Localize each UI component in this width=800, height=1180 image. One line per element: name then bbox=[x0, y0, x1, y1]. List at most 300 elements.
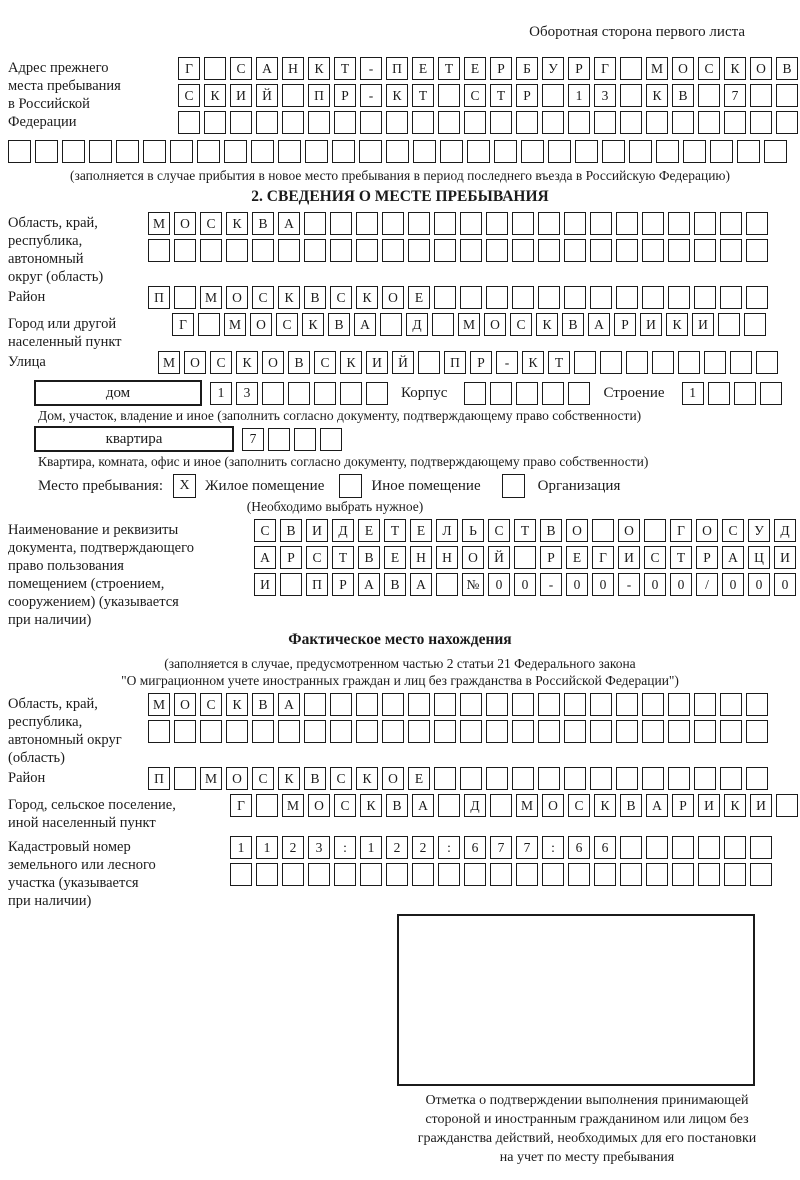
char-box: Т bbox=[490, 84, 512, 107]
char-box bbox=[744, 313, 766, 336]
char-box bbox=[490, 863, 512, 886]
char-box: П bbox=[306, 573, 328, 596]
char-box bbox=[694, 286, 716, 309]
char-box bbox=[683, 140, 706, 163]
char-box: В bbox=[304, 286, 326, 309]
char-box bbox=[304, 693, 326, 716]
char-box bbox=[35, 140, 58, 163]
char-box bbox=[724, 863, 746, 886]
char-box: Е bbox=[384, 546, 406, 569]
char-box bbox=[642, 239, 664, 262]
char-box bbox=[413, 140, 436, 163]
prev-address-row-1 bbox=[178, 57, 800, 80]
char-box bbox=[564, 286, 586, 309]
char-box: Е bbox=[358, 519, 380, 542]
char-box: Н bbox=[282, 57, 304, 80]
char-box: В bbox=[386, 794, 408, 817]
char-box: 6 bbox=[464, 836, 486, 859]
cadastral-grids bbox=[230, 836, 776, 890]
char-box: - bbox=[618, 573, 640, 596]
label-line: места пребывания bbox=[8, 78, 121, 94]
char-box bbox=[512, 212, 534, 235]
char-box bbox=[408, 720, 430, 743]
char-box: К bbox=[536, 313, 558, 336]
char-box bbox=[434, 212, 456, 235]
char-box bbox=[746, 720, 768, 743]
char-box bbox=[720, 286, 742, 309]
char-box: Г bbox=[230, 794, 252, 817]
char-box: В bbox=[328, 313, 350, 336]
char-box: 3 bbox=[236, 382, 258, 405]
region-label bbox=[8, 212, 148, 286]
char-box bbox=[620, 111, 642, 134]
char-box bbox=[756, 351, 778, 374]
apartment-type-box: квартира bbox=[34, 426, 234, 452]
char-box: Н bbox=[410, 546, 432, 569]
char-box bbox=[386, 863, 408, 886]
char-box bbox=[548, 140, 571, 163]
char-box bbox=[538, 720, 560, 743]
char-box bbox=[252, 720, 274, 743]
char-box bbox=[564, 212, 586, 235]
char-box bbox=[720, 212, 742, 235]
char-box: К bbox=[226, 212, 248, 235]
char-box: Т bbox=[332, 546, 354, 569]
char-box: - bbox=[540, 573, 562, 596]
apartment-row bbox=[34, 426, 800, 452]
char-box: Й bbox=[488, 546, 510, 569]
char-box: Т bbox=[412, 84, 434, 107]
char-box: В bbox=[358, 546, 380, 569]
char-box bbox=[594, 863, 616, 886]
char-box bbox=[8, 140, 31, 163]
header-note: Оборотная сторона первого листа bbox=[529, 24, 745, 40]
char-box: В bbox=[280, 519, 302, 542]
char-box bbox=[490, 382, 512, 405]
char-box bbox=[724, 836, 746, 859]
char-box: 7 bbox=[516, 836, 538, 859]
char-box: 0 bbox=[670, 573, 692, 596]
organization-option-label: Организация bbox=[537, 477, 621, 494]
char-box bbox=[629, 140, 652, 163]
char-box bbox=[694, 239, 716, 262]
char-box bbox=[178, 111, 200, 134]
caption-line: гражданства действий, необходимых для его постановки bbox=[417, 1131, 757, 1146]
char-box: Й bbox=[392, 351, 414, 374]
char-box: А bbox=[588, 313, 610, 336]
region-grids bbox=[148, 212, 772, 266]
stay-place-row bbox=[38, 474, 800, 498]
char-box bbox=[602, 140, 625, 163]
char-box bbox=[360, 111, 382, 134]
char-box: И bbox=[692, 313, 714, 336]
char-box: Г bbox=[592, 546, 614, 569]
char-box: К bbox=[356, 767, 378, 790]
char-box: А bbox=[358, 573, 380, 596]
char-box bbox=[412, 863, 434, 886]
char-box bbox=[486, 767, 508, 790]
char-box bbox=[308, 863, 330, 886]
char-box bbox=[174, 720, 196, 743]
char-box: 1 bbox=[568, 84, 590, 107]
label-line: (область) bbox=[8, 750, 65, 766]
char-box bbox=[694, 212, 716, 235]
char-box bbox=[516, 863, 538, 886]
char-box: К bbox=[666, 313, 688, 336]
actual-region-row-2 bbox=[148, 720, 772, 743]
char-box bbox=[256, 794, 278, 817]
actual-location-title: Фактическое место нахождения bbox=[288, 631, 512, 648]
actual-region-row-1 bbox=[148, 693, 772, 716]
char-box bbox=[148, 239, 170, 262]
char-box bbox=[616, 767, 638, 790]
char-box bbox=[672, 863, 694, 886]
char-box: О bbox=[308, 794, 330, 817]
document-grids bbox=[254, 519, 800, 600]
char-box bbox=[642, 720, 664, 743]
char-box: М bbox=[158, 351, 180, 374]
char-box: С bbox=[306, 546, 328, 569]
char-box bbox=[708, 382, 730, 405]
char-box bbox=[386, 140, 409, 163]
char-box bbox=[464, 382, 486, 405]
char-box: Е bbox=[464, 57, 486, 80]
char-box bbox=[486, 212, 508, 235]
char-box: П bbox=[148, 767, 170, 790]
char-box bbox=[512, 286, 534, 309]
char-box: С bbox=[254, 519, 276, 542]
char-box: И bbox=[640, 313, 662, 336]
char-box: К bbox=[204, 84, 226, 107]
char-box bbox=[538, 212, 560, 235]
char-box bbox=[356, 212, 378, 235]
house-number-row bbox=[210, 382, 392, 405]
char-box bbox=[174, 767, 196, 790]
char-box: Р bbox=[334, 84, 356, 107]
char-box bbox=[616, 720, 638, 743]
char-box bbox=[490, 111, 512, 134]
char-box: Р bbox=[672, 794, 694, 817]
char-box bbox=[408, 212, 430, 235]
korpus-row bbox=[464, 382, 594, 405]
label-line: помещением (строением, bbox=[8, 576, 165, 592]
char-box bbox=[590, 286, 612, 309]
char-box: М bbox=[516, 794, 538, 817]
char-box: Д bbox=[464, 794, 486, 817]
char-box: 6 bbox=[568, 836, 590, 859]
char-box bbox=[720, 767, 742, 790]
street-row bbox=[158, 351, 782, 374]
char-box bbox=[704, 351, 726, 374]
char-box bbox=[652, 351, 674, 374]
char-box: М bbox=[282, 794, 304, 817]
char-box bbox=[564, 767, 586, 790]
char-box: А bbox=[354, 313, 376, 336]
char-box bbox=[308, 111, 330, 134]
char-box: И bbox=[774, 546, 796, 569]
char-box bbox=[460, 239, 482, 262]
label-line: Кадастровый номер bbox=[8, 839, 131, 855]
label-line: в Российской bbox=[8, 96, 90, 112]
char-box: К bbox=[226, 693, 248, 716]
section2-title: 2. СВЕДЕНИЯ О МЕСТЕ ПРЕБЫВАНИЯ bbox=[251, 188, 549, 205]
char-box: Е bbox=[408, 767, 430, 790]
char-box: С bbox=[178, 84, 200, 107]
char-box: А bbox=[412, 794, 434, 817]
char-box: 6 bbox=[594, 836, 616, 859]
char-box bbox=[642, 212, 664, 235]
label-line: Область, край, bbox=[8, 696, 98, 712]
char-box bbox=[434, 286, 456, 309]
char-box bbox=[542, 863, 564, 886]
char-box bbox=[646, 836, 668, 859]
char-box: В bbox=[304, 767, 326, 790]
char-box: О bbox=[484, 313, 506, 336]
char-box bbox=[642, 286, 664, 309]
char-box bbox=[678, 351, 700, 374]
char-box: Г bbox=[670, 519, 692, 542]
korpus-label: Корпус bbox=[401, 384, 448, 401]
stay-place-label: Место пребывания: bbox=[38, 477, 163, 494]
char-box bbox=[334, 863, 356, 886]
char-box: 2 bbox=[282, 836, 304, 859]
char-box bbox=[672, 111, 694, 134]
char-box bbox=[356, 693, 378, 716]
prev-address-row-2 bbox=[178, 84, 800, 107]
char-box: И bbox=[618, 546, 640, 569]
prev-address-block bbox=[8, 57, 800, 138]
apartment-number-row bbox=[242, 428, 346, 451]
char-box bbox=[694, 767, 716, 790]
stamp-box bbox=[397, 914, 755, 1086]
char-box bbox=[356, 720, 378, 743]
char-box bbox=[668, 212, 690, 235]
char-box bbox=[304, 212, 326, 235]
char-box: Ц bbox=[748, 546, 770, 569]
char-box bbox=[698, 836, 720, 859]
char-box: А bbox=[254, 546, 276, 569]
actual-district-label: Район bbox=[8, 770, 46, 786]
char-box bbox=[776, 84, 798, 107]
char-box: И bbox=[254, 573, 276, 596]
char-box bbox=[750, 84, 772, 107]
char-box bbox=[280, 573, 302, 596]
char-box: 0 bbox=[488, 573, 510, 596]
char-box: Г bbox=[178, 57, 200, 80]
prev-address-label bbox=[8, 57, 178, 131]
char-box: 3 bbox=[594, 84, 616, 107]
char-box bbox=[490, 794, 512, 817]
char-box: - bbox=[360, 84, 382, 107]
char-box bbox=[204, 57, 226, 80]
char-box bbox=[486, 720, 508, 743]
caption-line: стороной и иностранным гражданином или лицом без bbox=[425, 1112, 749, 1127]
char-box bbox=[330, 212, 352, 235]
char-box: С bbox=[200, 212, 222, 235]
char-box: М bbox=[458, 313, 480, 336]
char-box: Р bbox=[614, 313, 636, 336]
char-box: С bbox=[330, 767, 352, 790]
char-box: 1 bbox=[682, 382, 704, 405]
char-box bbox=[746, 693, 768, 716]
char-box: В bbox=[540, 519, 562, 542]
char-box: В bbox=[252, 212, 274, 235]
char-box: К bbox=[356, 286, 378, 309]
char-box bbox=[278, 140, 301, 163]
char-box: О bbox=[382, 767, 404, 790]
char-box bbox=[440, 140, 463, 163]
char-box bbox=[776, 111, 798, 134]
district-row bbox=[148, 286, 772, 309]
char-box bbox=[750, 863, 772, 886]
char-box bbox=[568, 382, 590, 405]
char-box: П bbox=[148, 286, 170, 309]
char-box bbox=[486, 693, 508, 716]
char-box bbox=[521, 140, 544, 163]
house-row bbox=[34, 380, 800, 406]
char-box: П bbox=[444, 351, 466, 374]
char-box bbox=[282, 111, 304, 134]
char-box: : bbox=[438, 836, 460, 859]
char-box bbox=[170, 140, 193, 163]
char-box: 7 bbox=[724, 84, 746, 107]
district-block bbox=[8, 286, 800, 313]
char-box: О bbox=[184, 351, 206, 374]
char-box bbox=[460, 693, 482, 716]
char-box: : bbox=[542, 836, 564, 859]
char-box bbox=[197, 140, 220, 163]
char-box bbox=[720, 239, 742, 262]
char-box: М bbox=[200, 286, 222, 309]
char-box: И bbox=[230, 84, 252, 107]
char-box: О bbox=[696, 519, 718, 542]
char-box bbox=[460, 286, 482, 309]
label-line: автономный bbox=[8, 251, 84, 267]
char-box: 1 bbox=[256, 836, 278, 859]
char-box: 3 bbox=[308, 836, 330, 859]
char-box bbox=[734, 382, 756, 405]
char-box bbox=[672, 836, 694, 859]
char-box bbox=[620, 836, 642, 859]
char-box: К bbox=[308, 57, 330, 80]
caption-line: Отметка о подтверждении выполнения принимающей bbox=[425, 1093, 749, 1108]
char-box: 1 bbox=[360, 836, 382, 859]
char-box bbox=[320, 428, 342, 451]
char-box bbox=[332, 140, 355, 163]
char-box bbox=[516, 111, 538, 134]
char-box bbox=[698, 863, 720, 886]
label-line: Федерации bbox=[8, 114, 77, 130]
label-line: республика, bbox=[8, 233, 83, 249]
char-box: В bbox=[384, 573, 406, 596]
char-box bbox=[616, 693, 638, 716]
region-block bbox=[8, 212, 800, 286]
char-box bbox=[668, 286, 690, 309]
document-block bbox=[8, 519, 800, 629]
char-box bbox=[760, 382, 782, 405]
char-box: Т bbox=[384, 519, 406, 542]
char-box: Е bbox=[412, 57, 434, 80]
char-box bbox=[542, 84, 564, 107]
char-box: С bbox=[252, 767, 274, 790]
char-box bbox=[148, 720, 170, 743]
char-box bbox=[538, 767, 560, 790]
char-box bbox=[412, 111, 434, 134]
char-box bbox=[746, 239, 768, 262]
city-block bbox=[8, 313, 800, 351]
char-box: О bbox=[382, 286, 404, 309]
char-box bbox=[174, 239, 196, 262]
char-box bbox=[116, 140, 139, 163]
char-box: А bbox=[278, 212, 300, 235]
prev-address-grids bbox=[178, 57, 800, 138]
document-label bbox=[8, 519, 254, 629]
char-box bbox=[282, 84, 304, 107]
prev-address-note: (заполняется в случае прибытия в новое место пребывания в период последнего въезда в Российскую Федерацию) bbox=[69, 168, 731, 183]
stroenie-row bbox=[682, 382, 786, 405]
actual-location-note-2: "О миграционном учете иностранных граждан и лиц без гражданства в Российской Федерации") bbox=[121, 673, 679, 688]
char-box bbox=[360, 863, 382, 886]
char-box bbox=[592, 519, 614, 542]
char-box bbox=[746, 212, 768, 235]
char-box: М bbox=[646, 57, 668, 80]
char-box: Й bbox=[256, 84, 278, 107]
cadastral-row-2 bbox=[230, 863, 776, 886]
char-box bbox=[642, 767, 664, 790]
label-line: Область, край, bbox=[8, 215, 98, 231]
char-box: К bbox=[302, 313, 324, 336]
char-box bbox=[460, 212, 482, 235]
actual-city-block bbox=[8, 794, 800, 832]
char-box: О bbox=[566, 519, 588, 542]
char-box bbox=[746, 286, 768, 309]
char-box bbox=[356, 239, 378, 262]
label-line: Наименование и реквизиты bbox=[8, 522, 179, 538]
region-row-1 bbox=[148, 212, 772, 235]
prev-address-row-3 bbox=[178, 111, 800, 134]
char-box: К bbox=[522, 351, 544, 374]
char-box bbox=[568, 111, 590, 134]
char-box: С bbox=[230, 57, 252, 80]
label-line: при наличии) bbox=[8, 893, 92, 909]
char-box bbox=[616, 286, 638, 309]
char-box bbox=[656, 140, 679, 163]
char-box: 7 bbox=[490, 836, 512, 859]
char-box bbox=[668, 767, 690, 790]
char-box: О bbox=[672, 57, 694, 80]
char-box bbox=[304, 239, 326, 262]
char-box: В bbox=[288, 351, 310, 374]
char-box bbox=[294, 428, 316, 451]
char-box bbox=[694, 693, 716, 716]
char-box bbox=[200, 720, 222, 743]
char-box: / bbox=[696, 573, 718, 596]
char-box bbox=[698, 111, 720, 134]
char-box bbox=[720, 693, 742, 716]
char-box bbox=[382, 720, 404, 743]
char-box: Р bbox=[470, 351, 492, 374]
char-box: Р bbox=[696, 546, 718, 569]
char-box: У bbox=[748, 519, 770, 542]
char-box: С bbox=[644, 546, 666, 569]
stroenie-label: Строение bbox=[603, 384, 665, 401]
char-box: О bbox=[618, 519, 640, 542]
char-box bbox=[574, 351, 596, 374]
char-box bbox=[314, 382, 336, 405]
char-box bbox=[408, 239, 430, 262]
char-box bbox=[568, 863, 590, 886]
char-box bbox=[594, 111, 616, 134]
